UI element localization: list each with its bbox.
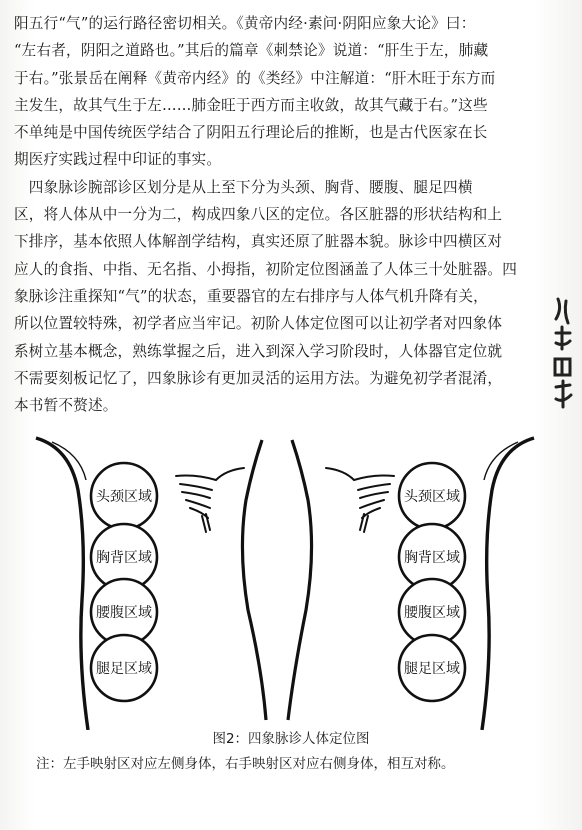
left-hand-outline xyxy=(36,438,88,730)
left-tendon-marks xyxy=(176,468,244,532)
text-line: 于右。”张景岳在阐释《黄帝内经》的《类经》中注解道：“肝木旺于东方而 xyxy=(14,69,496,87)
text-line: 区，将人体从中一分为二，构成四象八区的定位。各区脏器的形状结构和上 xyxy=(14,206,503,224)
text-line: “左右者，阴阳之道路也。”其后的篇章《刺禁论》说道：“肝生于左，肺藏 xyxy=(14,42,489,60)
text-line: 不需要刻板记忆了，四象脉诊有更加灵活的运用方法。为避免初学者混淆， xyxy=(14,369,503,387)
left-region-label: 腰腹区域 xyxy=(96,605,152,621)
right-hand-diagram xyxy=(288,438,534,730)
text-line: 期医疗实践过程中印证的事实。 xyxy=(14,151,222,169)
left-region-label: 腿足区域 xyxy=(96,661,152,677)
text-line: 本书暂不赘述。 xyxy=(14,397,118,415)
text-line: 下排序，基本依照人体解剖学结构，真实还原了脏器本貌。脉诊中四横区对 xyxy=(14,233,503,251)
margin-calligraphy-decoration xyxy=(550,295,576,415)
text-line: 不单纯是中国传统医学结合了阴阳五行理论后的推断，也是古代医家在长 xyxy=(14,124,488,142)
wrist-diagram xyxy=(30,430,540,730)
right-hand-inner-edge xyxy=(288,440,312,720)
right-region-label: 胸背区域 xyxy=(404,550,460,566)
figure-note: 注：左手映射区对应左侧身体，右手映射区对应右侧身体，相互对称。 xyxy=(36,756,455,772)
right-region-label: 腿足区域 xyxy=(404,661,460,677)
body-text xyxy=(14,10,534,419)
text-line: 应人的食指、中指、无名指、小拇指，初阶定位图涵盖了人体三十处脏器。四 xyxy=(14,260,517,278)
text-line: 四象脉诊腕部诊区划分是从上至下分为头颈、胸背、腰腹、腿足四横 xyxy=(14,178,473,196)
left-region-label: 胸背区域 xyxy=(96,550,152,566)
figure-caption: 图2：四象脉诊人体定位图 xyxy=(212,731,370,747)
right-tendon-marks xyxy=(326,468,394,532)
text-line: 所以位置较特殊，初学者应当牢记。初阶人体定位图可以让初学者对四象体 xyxy=(14,315,503,333)
left-region-label: 头颈区域 xyxy=(96,489,152,505)
right-region-label: 头颈区域 xyxy=(404,489,460,505)
right-region-label: 腰腹区域 xyxy=(404,605,460,621)
left-hand-diagram xyxy=(36,438,266,730)
text-line: 阳五行“气”的运行路径密切相关。《黄帝内经·素问·阴阳应象大论》曰： xyxy=(14,15,476,32)
left-hand-inner-edge xyxy=(242,440,266,720)
text-line: 系树立基本概念，熟练掌握之后，进入到深入学习阶段时，人体器官定位就 xyxy=(14,342,503,360)
right-hand-outline xyxy=(482,438,534,730)
text-line: 象脉诊注重探知“气”的状态，重要器官的左右排序与人体气机升降有关， xyxy=(14,287,488,305)
text-line: 主发生，故其气生于左……肺金旺于西方而主收敛，故其气藏于右。”这些 xyxy=(14,96,488,114)
